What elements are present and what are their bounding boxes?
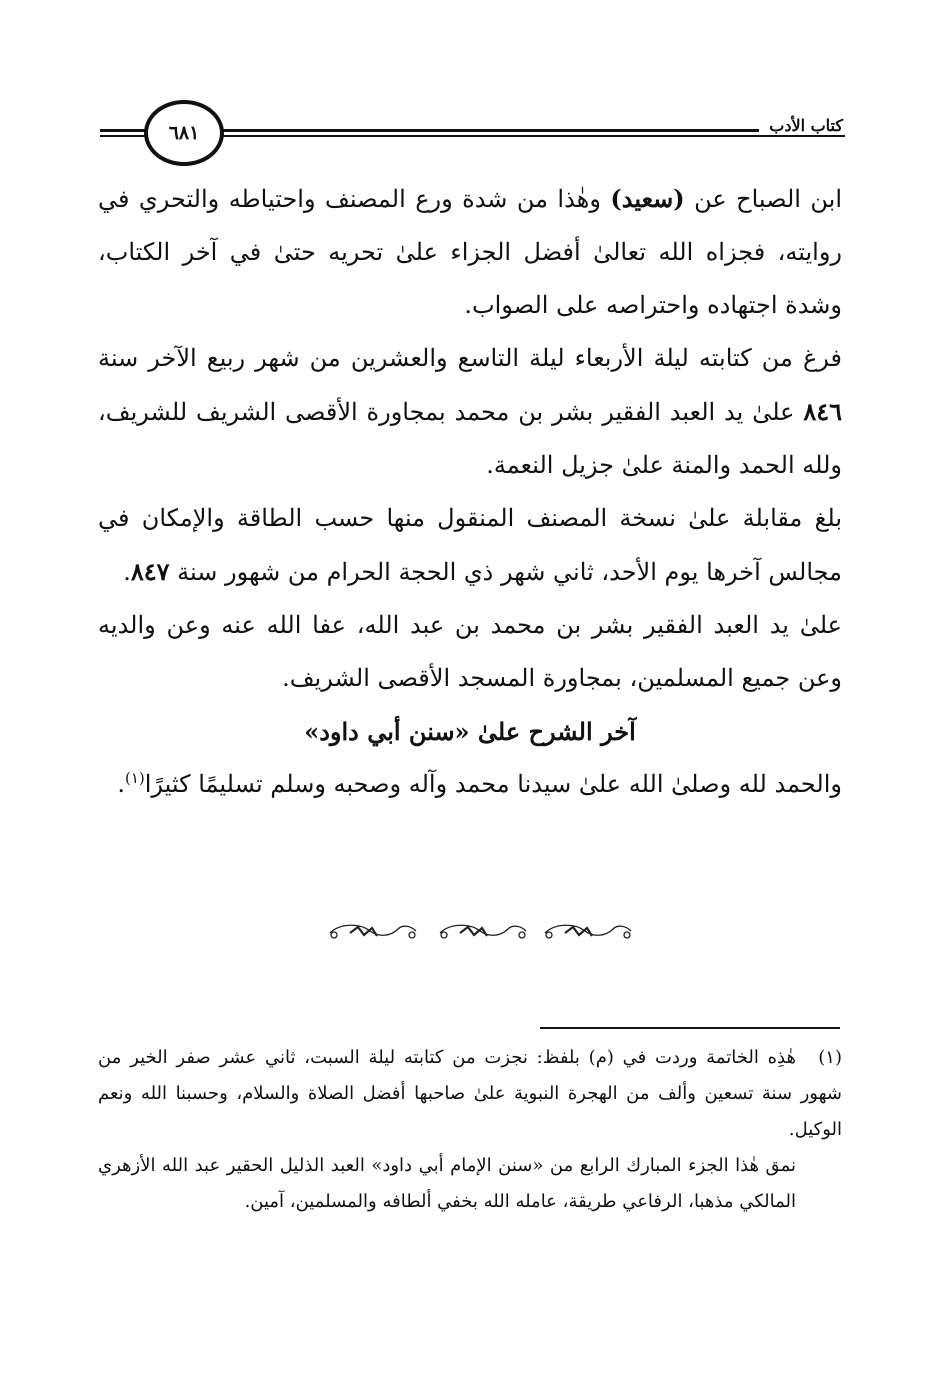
paragraph-4: علىٰ يد العبد الفقير بشر بن محمد بن عبد الله، عفا الله عنه وعن والديه وعن جميع المسلمين، بمجاورة المسجد الأقصى الشريف. [98, 611, 842, 692]
floral-divider-icon [320, 913, 640, 949]
paragraph-5: والحمد لله وصلىٰ الله علىٰ سيدنا محمد وآله وصحبه وسلم تسليمًا كثيرًا$^{(١)}$. [117, 769, 842, 798]
footnote-number: (١) [818, 1047, 842, 1068]
section-heading: آخر الشرح علىٰ «سنن أبي داود» [304, 717, 636, 746]
footnote-ref[interactable]: (١) [124, 769, 145, 787]
year-846: ٨٤٦ [803, 397, 842, 426]
bold-name: (سعيد) [610, 184, 685, 213]
main-text [98, 172, 842, 811]
paragraph-2: فرغ من كتابته ليلة الأربعاء ليلة التاسع والعشرين من شهر ربيع الآخر سنة ٨٤٦ علىٰ يد العبد الفقير بشر بن محمد بمجاورة الأقصى الشريف للشريف، ولله الحمد والمنة علىٰ جزيل النعمة. [98, 344, 842, 479]
paragraph-1: ابن الصباح عن (سعيد) وهٰذا من شدة ورع المصنف واحتياطه والتحري في روايته، فجزاه الله تعالىٰ أفضل الجزاء علىٰ تحريه حتىٰ في آخر الكتاب، وشدة اجتهاده واحتراصه على الصواب. [98, 184, 842, 319]
page-number: ٦٨١ [144, 100, 224, 166]
running-title: كتاب الأدب [759, 116, 845, 135]
page-header [100, 100, 845, 164]
footnote-1-continuation: نمق هٰذا الجزء المبارك الرابع من «سنن الإمام أبي داود» العبد الذليل الحقير عبد الله الأزهري المالكي مذهبا، الرفاعي طريقة، عامله الله بخفي ألطافه والمسلمين، آمين. [98, 1155, 796, 1212]
footnote-separator [540, 1027, 840, 1029]
footnotes [98, 1040, 842, 1220]
paragraph-3: بلغ مقابلة علىٰ نسخة المصنف المنقول منها حسب الطاقة والإمكان في مجالس آخرها يوم الأحد، ثاني شهر ذي الحجة الحرام من شهور سنة ٨٤٧. [98, 504, 842, 586]
footnote-1: (١)هٰذِه الخاتمة وردت في (م) بلفظ: نجزت من كتابته ليلة السبت، ثاني عشر صفر الخير من شهور سنة تسعين وألف من الهجرة النبوية علىٰ صاحبها أفضل الصلاة والسلام، وحسبنا الله ونعم الوكيل. [98, 1040, 842, 1148]
year-847: ٨٤٧ [130, 557, 170, 586]
